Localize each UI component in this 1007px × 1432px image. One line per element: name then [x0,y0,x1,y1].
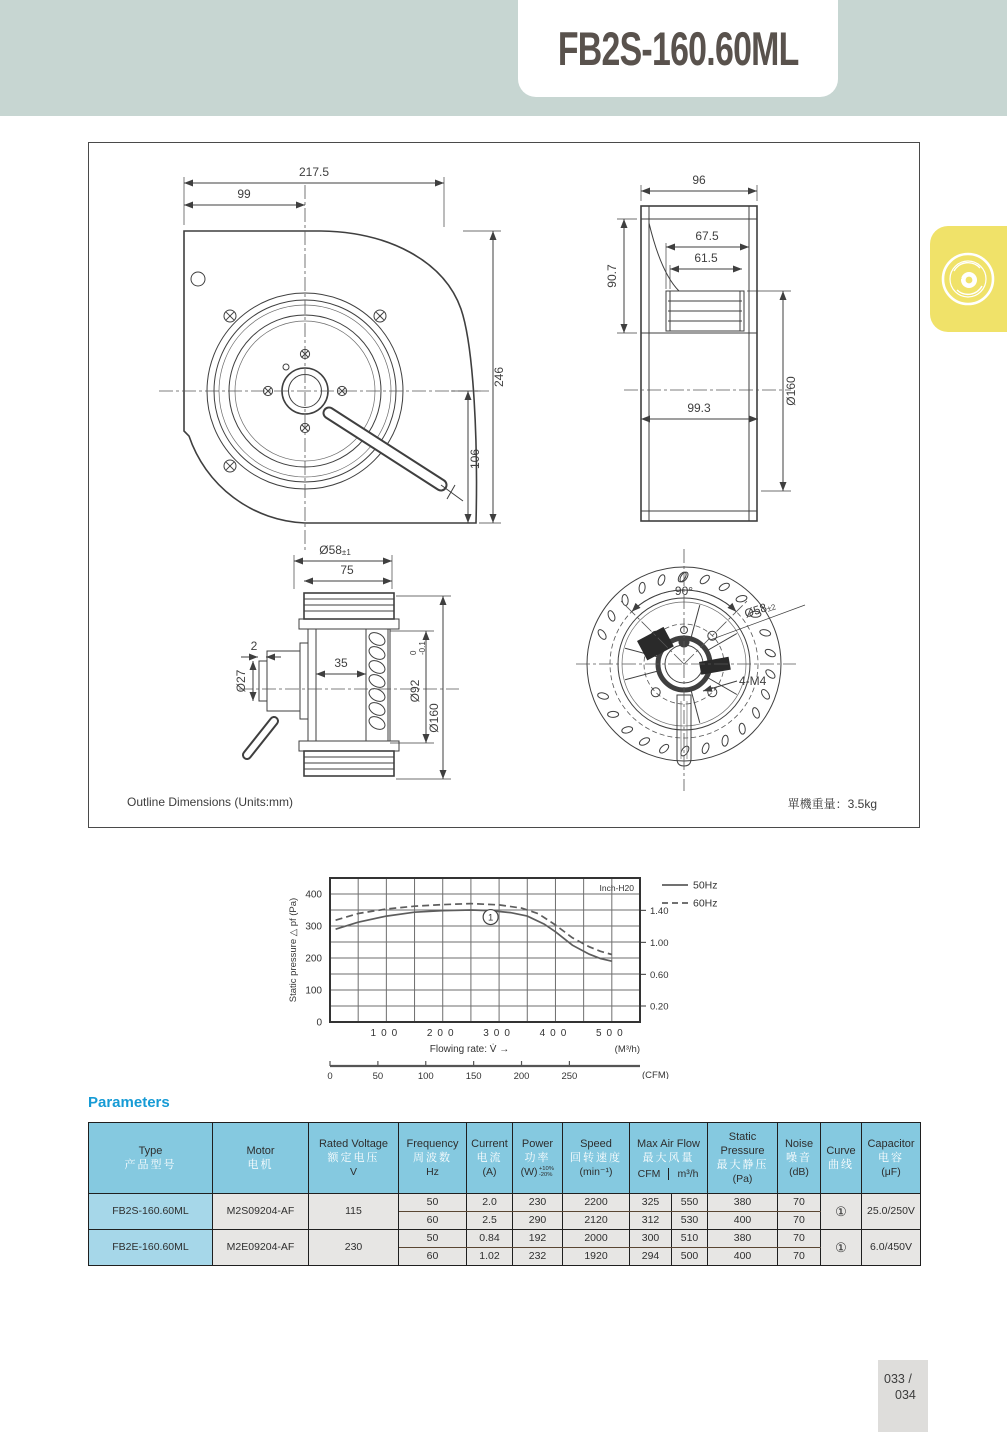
dim-side-height-top: 90.7 [605,264,619,288]
cell-type: FB2E-160.60ML [89,1230,213,1266]
dim-section-impeller-tol-top: 0 [409,650,418,655]
dim-section-outer: Ø160 [427,703,441,733]
svg-text:200: 200 [513,1071,530,1079]
page-title: FB2S-160.60ML [557,22,799,75]
brand-tab [930,226,1007,332]
svg-text:500: 500 [595,1028,628,1039]
dim-section-impeller-tol-bot: -0.1 [418,641,427,655]
dim-rear-screws: 4-M4 [739,674,767,688]
col-header-frequency: Frequency 周波数 Hz [399,1123,467,1194]
col-header-noise: Noise 噪音 (dB) [778,1123,821,1194]
col-header-capacitor: Capacitor 电容 (μF) [862,1123,921,1194]
cell-type: FB2S-160.60ML [89,1194,213,1230]
cell-curve: ① [821,1230,862,1266]
table-row: 60 2.5 290 2120 312 530 400 70 [89,1212,921,1230]
dim-side-depth: 96 [692,173,706,187]
svg-text:200: 200 [426,1028,459,1039]
table-row: FB2S-160.60ML M2S09204-AF 115 50 2.0 230 2200 325 550 380 70 ① 25.0/250V [89,1194,921,1212]
table-row: 60 1.02 232 1920 294 500 400 70 [89,1248,921,1266]
svg-text:100: 100 [305,985,322,997]
col-header-power: Power 功率 (W) +10% -20% [513,1123,563,1194]
parameters-title: Parameters [88,1094,170,1111]
svg-text:50Hz: 50Hz [693,879,718,892]
dim-side-diameter: Ø160 [784,376,798,406]
performance-chart [284,864,744,1079]
svg-text:Flowing rate: V̇ →: Flowing rate: V̇ → [429,1044,510,1055]
dim-front-height-total: 246 [492,366,506,388]
col-header-airflow: Max Air Flow 最大风量 CFM m³/h [630,1123,708,1194]
col-header-speed: Speed 回转速度 (min⁻¹) [563,1123,630,1194]
cell-voltage: 230 [309,1230,399,1266]
cell-voltage: 115 [309,1194,399,1230]
dim-side-depth-body: 99.3 [687,401,711,415]
svg-text:0: 0 [327,1071,333,1079]
brand-logo-icon [930,226,1007,332]
svg-text:100: 100 [417,1071,434,1079]
svg-text:300: 300 [483,1028,515,1039]
dim-rear-bolt-circle: Ø58 [742,600,769,621]
svg-text:0.60: 0.60 [650,969,669,981]
dim-front-width-total: 217.5 [298,165,330,179]
dim-section-length: 75 [340,563,354,577]
header-band [0,0,1007,116]
front-view [159,165,506,551]
svg-text:(M³/h): (M³/h) [614,1044,640,1055]
side-view [605,173,798,521]
dim-section-inlet-tol: ±1 [341,548,351,557]
cell-motor: M2E09204-AF [213,1230,309,1266]
col-header-current: Current 电流 (A) [467,1123,513,1194]
col-header-pressure: Static Pressure 最大静压 (Pa) [708,1123,778,1194]
section-view [234,543,459,779]
svg-text:Ø58±1 [319,543,351,557]
svg-text:1: 1 [487,912,494,924]
svg-text:300: 300 [305,921,322,933]
parameters-table [88,1122,921,1266]
svg-text:200: 200 [305,953,322,965]
cell-capacitor: 25.0/250V [862,1194,921,1230]
drawing-caption-weight: 單機重量：3.5kg [787,797,877,811]
svg-text:0.20: 0.20 [650,1001,669,1013]
svg-text:400: 400 [305,889,322,901]
dim-side-impeller-outer: 67.5 [695,229,719,243]
col-header-voltage: Rated Voltage 额定电压 V [309,1123,399,1194]
table-row: FB2E-160.60ML M2E09204-AF 230 50 0.84 192 2000 300 510 380 70 ① 6.0/450V [89,1230,921,1248]
dim-section-shaft: Ø27 [234,669,248,693]
svg-text:60Hz: 60Hz [693,897,718,910]
dim-section-hub-len: 35 [334,656,348,670]
svg-text:150: 150 [465,1071,482,1079]
dim-rear-angle: 90° [674,584,694,598]
cell-capacitor: 6.0/450V [862,1230,921,1266]
technical-drawing [89,143,919,827]
dim-front-width-left: 99 [237,187,251,201]
cell-curve: ① [821,1194,862,1230]
svg-text:400: 400 [539,1028,572,1039]
dim-front-height-bottom: 106 [468,448,482,470]
col-header-type: Type 产品型号 [89,1123,213,1194]
svg-text:0: 0 [316,1017,322,1029]
svg-text:1.00: 1.00 [650,937,669,949]
page-number-bottom: 034 [895,1388,916,1402]
drawing-caption-units: Outline Dimensions (Units:mm) [127,795,294,809]
dim-section-gap: 2 [250,639,258,653]
svg-text:50: 50 [372,1071,384,1079]
outline-drawing-panel [88,142,920,828]
svg-text:100: 100 [370,1028,403,1039]
page-number-top: 033 / [884,1372,912,1386]
title-box [518,0,838,97]
svg-text:250: 250 [561,1071,578,1079]
svg-text:(CFM): (CFM) [642,1070,669,1079]
rear-view [576,549,805,791]
col-header-motor: Motor 电机 [213,1123,309,1194]
svg-text:Static pressure △ pf (Pa): Static pressure △ pf (Pa) [288,897,299,1003]
dim-section-impeller: Ø92 [408,679,422,703]
dim-side-impeller-inner: 61.5 [694,251,718,265]
page-number-box [878,1360,928,1432]
svg-text:Inch-H20: Inch-H20 [599,883,634,893]
dim-section-inlet: Ø58 [319,543,342,557]
dim-rear-bolt-tol: ±2 [765,602,777,614]
svg-text:1.40: 1.40 [650,905,669,917]
cell-motor: M2S09204-AF [213,1194,309,1230]
col-header-curve: Curve 曲线 [821,1123,862,1194]
